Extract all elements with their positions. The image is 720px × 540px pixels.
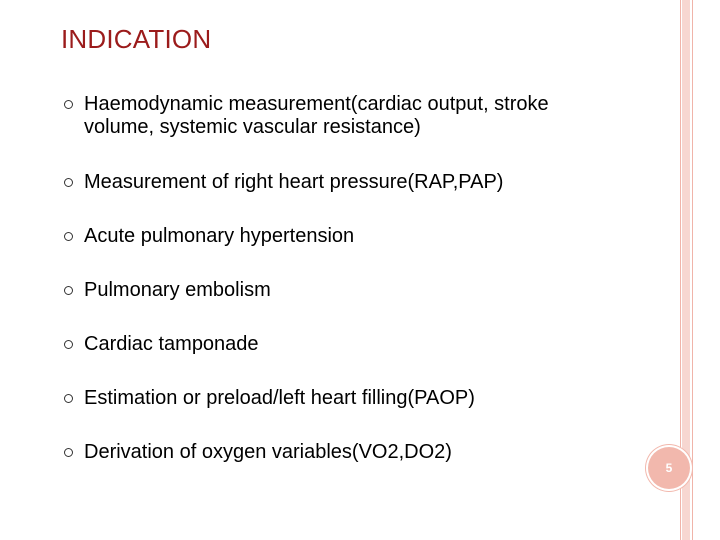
bullet-item [60,387,475,410]
bullet-text: Cardiac tamponade [84,333,259,355]
circle-bullet-icon [64,448,73,457]
bullet-item [60,279,271,302]
circle-bullet-icon [64,232,73,241]
circle-bullet-icon [64,100,73,109]
bullet-text: Derivation of oxygen variables(VO2,DO2) [84,441,452,463]
circle-bullet-icon [64,178,73,187]
bullet-text: Estimation or preload/left heart filling(PAOP) [84,387,475,409]
page-number-badge [648,447,690,489]
bullet-item [60,225,354,248]
bullet-item [60,333,259,356]
circle-bullet-icon [64,340,73,349]
bullet-item [60,441,452,464]
slide-title: INDICATION [61,24,212,54]
decorative-rail-line [692,0,693,540]
circle-bullet-icon [64,394,73,403]
bullet-item [60,171,503,194]
bullet-text: Pulmonary embolism [84,279,271,301]
bullet-item [60,93,620,139]
bullet-text: Acute pulmonary hypertension [84,225,355,247]
bullet-text: Haemodynamic measurement(cardiac output, stroke volume, systemic vascular resistance) [84,93,549,138]
page-number: 5 [665,461,673,475]
bullet-text: Measurement of right heart pressure(RAP,PAP) [84,171,504,193]
circle-bullet-icon [64,286,73,295]
